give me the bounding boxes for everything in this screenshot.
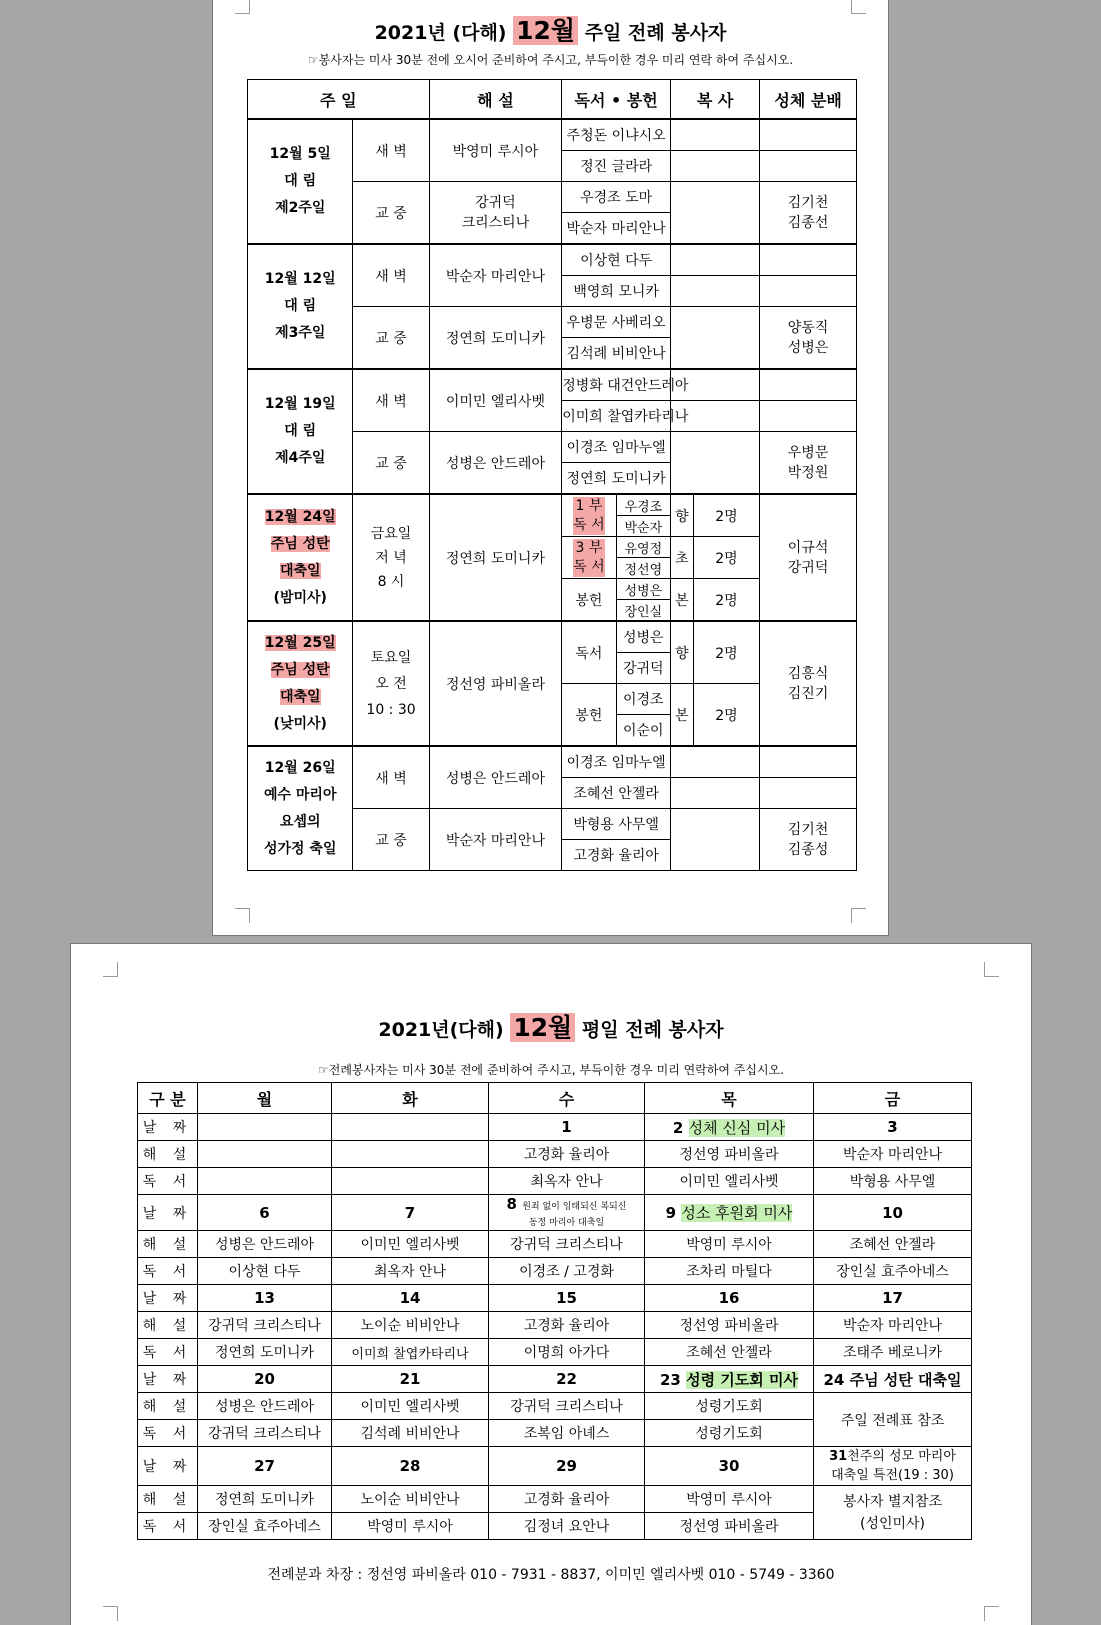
reading-label-cell: 3 부 독 서 — [562, 537, 616, 579]
reading-cell: 강귀덕 크리스티나 — [198, 1420, 332, 1447]
reading-cell: 조차리 마틸다 — [645, 1258, 814, 1285]
reader-cell: 정병화 대건안드레아 — [562, 369, 671, 401]
weekday-title — [71, 1008, 1031, 1044]
title-prefix: 2021년 (다해) — [374, 22, 507, 44]
reader-cell: 박순자 — [616, 516, 670, 537]
crop-mark — [103, 962, 118, 977]
sunday-cell: 12월 26일 예수 마리아 요셉의 성가정 축일 — [248, 746, 353, 871]
title-suffix: 주일 전례 봉사자 — [584, 22, 727, 44]
reading-cell: 이명희 아가다 — [489, 1339, 645, 1366]
header-fri: 금 — [814, 1083, 972, 1114]
commentary-cell: 성병은 안드레아 — [429, 432, 562, 495]
table-row — [248, 369, 857, 401]
mass-cell: 교 중 — [353, 182, 429, 245]
mass-cell: 새 벽 — [353, 244, 429, 307]
commentary-row — [138, 1312, 972, 1339]
table-row — [248, 494, 857, 516]
commentary-cell — [198, 1141, 332, 1168]
row-label: 해 설 — [138, 1312, 198, 1339]
reading-cell: 이미희 찰엽카타리나 — [332, 1339, 489, 1366]
row-label: 날 짜 — [138, 1366, 198, 1393]
date-cell: 21 — [332, 1366, 489, 1393]
weekday-note: ☞전례봉사자는 미사 30분 전에 준비하여 주시고, 부득이한 경우 미리 연락하여 주십시오. — [318, 1063, 784, 1077]
server-role-cell: 초 — [670, 537, 693, 579]
event-label: 주님 성탄 대축일 — [849, 1370, 962, 1389]
reading-cell: 최옥자 안나 — [489, 1168, 645, 1195]
row-label: 독 서 — [138, 1168, 198, 1195]
row-label: 날 짜 — [138, 1447, 198, 1486]
offering-cell: 장인실 — [616, 600, 670, 622]
sunday-cell: 12월 5일 대 림 제2주일 — [248, 119, 353, 244]
server-cell — [670, 151, 759, 182]
event-label: 성령 기도회 미사 — [686, 1370, 798, 1389]
date-cell: 30 — [645, 1447, 814, 1486]
date-cell: 10 — [814, 1195, 972, 1231]
header-row — [138, 1083, 972, 1114]
header-server: 복 사 — [670, 80, 759, 120]
reader-cell: 백영희 모니카 — [562, 276, 671, 307]
server-count-cell: 2명 — [693, 579, 759, 622]
sunday-cell: 12월 25일 주님 성탄 대축일 (낮미사) — [248, 621, 353, 746]
communion-cell: 김기천 김종선 — [760, 182, 857, 245]
mass-cell: 교 중 — [353, 432, 429, 495]
communion-cell — [760, 276, 857, 307]
commentary-row — [138, 1486, 972, 1513]
offering-cell: 이순이 — [616, 715, 670, 747]
title-month: 12월 — [510, 1013, 575, 1042]
reading-cell: 김정녀 요안나 — [489, 1513, 645, 1540]
header-wed: 수 — [489, 1083, 645, 1114]
server-role-cell: 향 — [670, 621, 693, 684]
reader-cell: 유영정 — [616, 537, 670, 558]
commentary-cell: 고경화 율리아 — [489, 1312, 645, 1339]
date-cell: 27 — [198, 1447, 332, 1486]
reading-cell: 조태주 베로니카 — [814, 1339, 972, 1366]
header-thu: 목 — [645, 1083, 814, 1114]
reader-cell: 고경화 율리아 — [562, 840, 671, 871]
row-label: 날 짜 — [138, 1285, 198, 1312]
commentary-cell: 노이순 비비안나 — [332, 1486, 489, 1513]
reading-row — [138, 1168, 972, 1195]
reading-cell: 이경조 / 고경화 — [489, 1258, 645, 1285]
offering-cell: 이경조 — [616, 684, 670, 715]
reader-cell: 박형용 사무엘 — [562, 809, 671, 840]
date-row — [138, 1366, 972, 1393]
date-cell: 3 — [814, 1114, 972, 1141]
date-cell: 28 — [332, 1447, 489, 1486]
server-role-cell: 본 — [670, 579, 693, 622]
table-row — [248, 746, 857, 778]
title-suffix: 평일 전례 봉사자 — [581, 1019, 724, 1041]
commentary-row — [138, 1231, 972, 1258]
date-cell: 1 — [489, 1114, 645, 1141]
commentary-cell: 박순자 마리안나 — [429, 244, 562, 307]
event-label: 성소 후원회 미사 — [681, 1204, 793, 1222]
sunday-title — [213, 11, 888, 47]
server-count-cell: 2명 — [693, 621, 759, 684]
row-label: 독 서 — [138, 1513, 198, 1540]
reading-cell: 김석례 비비안나 — [332, 1420, 489, 1447]
commentary-cell: 성병은 안드레아 — [429, 746, 562, 809]
event-label: 성체 신심 미사 — [688, 1118, 786, 1137]
date-cell — [198, 1114, 332, 1141]
server-cell — [670, 182, 759, 245]
commentary-cell: 고경화 율리아 — [489, 1486, 645, 1513]
header-tue: 화 — [332, 1083, 489, 1114]
communion-cell — [760, 778, 857, 809]
date-cell: 22 — [489, 1366, 645, 1393]
commentary-cell: 강귀덕 크리스티나 — [489, 1393, 645, 1420]
commentary-cell: 조혜선 안젤라 — [814, 1231, 972, 1258]
reader-cell: 박순자 마리안나 — [562, 213, 671, 245]
row-label: 해 설 — [138, 1486, 198, 1513]
communion-cell — [760, 151, 857, 182]
reading-cell: 박영미 루시아 — [332, 1513, 489, 1540]
reading-cell — [332, 1168, 489, 1195]
server-cell — [670, 307, 759, 370]
communion-cell: 우병문 박정원 — [760, 432, 857, 495]
date-cell: 15 — [489, 1285, 645, 1312]
date-row — [138, 1285, 972, 1312]
communion-cell: 이규석 강귀덕 — [760, 494, 857, 621]
title-prefix: 2021년(다해) — [378, 1019, 504, 1041]
communion-cell — [760, 369, 857, 401]
row-label: 독 서 — [138, 1258, 198, 1285]
commentary-cell: 이미민 엘리사벳 — [332, 1231, 489, 1258]
row-label: 날 짜 — [138, 1114, 198, 1141]
commentary-cell: 박영미 루시아 — [429, 119, 562, 182]
reader-cell: 정연희 도미니카 — [562, 463, 671, 495]
date-cell: 7 — [332, 1195, 489, 1231]
commentary-cell: 고경화 율리아 — [489, 1141, 645, 1168]
header-mon: 월 — [198, 1083, 332, 1114]
date-cell: 8 원죄 없이 잉태되신 복되신 동정 마리아 대축일 — [489, 1195, 645, 1231]
date-cell: 31천주의 성모 마리아 대축일 특전(19 : 30) — [814, 1447, 972, 1486]
server-cell — [670, 276, 759, 307]
crop-mark — [851, 908, 866, 923]
reader-cell: 우경조 — [616, 494, 670, 516]
reader-cell: 조혜선 안젤라 — [562, 778, 671, 809]
reading-label-cell: 독서 — [562, 621, 616, 684]
reader-cell: 우경조 도마 — [562, 182, 671, 213]
server-count-cell: 2명 — [693, 684, 759, 747]
commentary-row — [138, 1393, 972, 1420]
date-cell: 9 성소 후원회 미사 — [645, 1195, 814, 1231]
sunday-table — [247, 79, 857, 871]
commentary-cell: 성병은 안드레아 — [198, 1393, 332, 1420]
header-commentary: 해 설 — [429, 80, 562, 120]
reader-cell: 김석례 비비안나 — [562, 338, 671, 370]
reader-cell: 강귀덕 — [616, 653, 670, 684]
date-row — [138, 1114, 972, 1141]
commentary-cell: 박영미 루시아 — [645, 1486, 814, 1513]
server-cell — [670, 778, 759, 809]
date-cell: 13 — [198, 1285, 332, 1312]
header-category: 구 분 — [138, 1083, 198, 1114]
reader-cell: 이경조 임마누엘 — [562, 432, 671, 463]
date-cell — [332, 1114, 489, 1141]
commentary-cell — [332, 1141, 489, 1168]
commentary-cell: 강귀덕 크리스티나 — [429, 182, 562, 245]
commentary-cell: 노이순 비비안나 — [332, 1312, 489, 1339]
reading-cell: 정연희 도미니카 — [198, 1339, 332, 1366]
communion-cell: 양동직 성병은 — [760, 307, 857, 370]
reading-cell: 최옥자 안나 — [332, 1258, 489, 1285]
commentary-cell: 정선영 파비올라 — [645, 1312, 814, 1339]
server-cell — [670, 244, 759, 276]
crop-mark — [984, 1606, 999, 1621]
row-label: 독 서 — [138, 1339, 198, 1366]
server-cell — [670, 432, 759, 495]
reading-cell: 조복임 아녜스 — [489, 1420, 645, 1447]
crop-mark — [235, 908, 250, 923]
communion-cell — [760, 746, 857, 778]
commentary-cell: 정연희 도미니카 — [198, 1486, 332, 1513]
offering-label-cell: 봉헌 — [562, 684, 616, 747]
mass-cell: 새 벽 — [353, 369, 429, 432]
reading-cell: 장인실 효주아네스 — [814, 1258, 972, 1285]
reader-cell: 정진 글라라 — [562, 151, 671, 182]
commentary-cell: 정선영 파비올라 — [645, 1141, 814, 1168]
row-label: 독 서 — [138, 1420, 198, 1447]
reading-cell: 이상현 다두 — [198, 1258, 332, 1285]
commentary-cell: 강귀덕 크리스티나 — [198, 1312, 332, 1339]
mass-cell: 교 중 — [353, 809, 429, 871]
date-cell: 14 — [332, 1285, 489, 1312]
communion-cell — [760, 119, 857, 151]
server-cell — [670, 809, 759, 871]
reader-cell: 이상현 다두 — [562, 244, 671, 276]
server-cell — [670, 119, 759, 151]
reading-cell: 조혜선 안젤라 — [645, 1339, 814, 1366]
date-cell: 29 — [489, 1447, 645, 1486]
reading-cell: 장인실 효주아네스 — [198, 1513, 332, 1540]
commentary-cell: 정선영 파비올라 — [429, 621, 562, 746]
sunday-cell: 12월 19일 대 림 제4주일 — [248, 369, 353, 494]
header-row — [248, 80, 857, 120]
reader-cell: 이미희 찰엽카타리나 — [562, 401, 671, 432]
offering-label-cell: 봉헌 — [562, 579, 616, 622]
offering-cell: 성병은 — [616, 579, 670, 600]
reading-row — [138, 1258, 972, 1285]
note-cell: 주일 전례표 참조 — [814, 1393, 972, 1447]
commentary-cell: 박순자 마리안나 — [814, 1141, 972, 1168]
commentary-cell: 정연희 도미니카 — [429, 307, 562, 370]
commentary-cell: 이미민 엘리사벳 — [332, 1393, 489, 1420]
contact-footer: 전례분과 차장 : 정선영 파비올라 010 - 7931 - 8837, 이미민 엘리사벳 010 - 5749 - 3360 — [267, 1567, 835, 1583]
reading-cell: 이미민 엘리사벳 — [645, 1168, 814, 1195]
header-sunday: 주 일 — [248, 80, 430, 120]
reader-cell: 이경조 임마누엘 — [562, 746, 671, 778]
communion-cell — [760, 244, 857, 276]
reader-cell: 정선영 — [616, 558, 670, 579]
title-month: 12월 — [513, 16, 578, 45]
weekday-schedule-page — [70, 943, 1032, 1625]
server-role-cell: 본 — [670, 684, 693, 747]
reading-cell: 성령기도회 — [645, 1420, 814, 1447]
commentary-cell: 박순자 마리안나 — [429, 809, 562, 871]
commentary-cell: 성병은 안드레아 — [198, 1231, 332, 1258]
table-row — [248, 119, 857, 151]
server-count-cell: 2명 — [693, 494, 759, 537]
communion-cell — [760, 401, 857, 432]
weekday-table — [137, 1082, 972, 1540]
communion-cell: 김기천 김종성 — [760, 809, 857, 871]
commentary-cell: 이미민 엘리사벳 — [429, 369, 562, 432]
server-count-cell: 2명 — [693, 537, 759, 579]
commentary-cell: 박영미 루시아 — [645, 1231, 814, 1258]
commentary-cell: 강귀덕 크리스티나 — [489, 1231, 645, 1258]
reading-cell: 박형용 사무엘 — [814, 1168, 972, 1195]
mass-time-cell: 토요일 오 전 10 : 30 — [353, 621, 429, 746]
server-role-cell: 향 — [670, 494, 693, 537]
reading-cell — [198, 1168, 332, 1195]
sunday-note: ☞봉사자는 미사 30분 전에 오시어 준비하여 주시고, 부득이한 경우 미리 연락 하여 주십시오. — [307, 53, 794, 67]
sunday-cell: 12월 24일 주님 성탄 대축일 (밤미사) — [248, 494, 353, 621]
mass-cell: 새 벽 — [353, 746, 429, 809]
reader-cell: 성병은 — [616, 621, 670, 653]
sunday-cell: 12월 12일 대 림 제3주일 — [248, 244, 353, 369]
reader-cell: 주청돈 이냐시오 — [562, 119, 671, 151]
date-cell: 17 — [814, 1285, 972, 1312]
date-cell: 24 주님 성탄 대축일 — [814, 1366, 972, 1393]
row-label: 해 설 — [138, 1393, 198, 1420]
mass-cell: 교 중 — [353, 307, 429, 370]
date-row — [138, 1447, 972, 1486]
table-row — [248, 621, 857, 653]
commentary-cell: 정연희 도미니카 — [429, 494, 562, 621]
date-cell: 23 성령 기도회 미사 — [645, 1366, 814, 1393]
commentary-cell: 박순자 마리안나 — [814, 1312, 972, 1339]
table-row — [248, 244, 857, 276]
row-label: 해 설 — [138, 1141, 198, 1168]
reading-row — [138, 1339, 972, 1366]
row-label: 해 설 — [138, 1231, 198, 1258]
header-communion: 성체 분배 — [760, 80, 857, 120]
date-cell: 16 — [645, 1285, 814, 1312]
note-cell: 봉사자 별지참조 (성인미사) — [814, 1486, 972, 1540]
crop-mark — [103, 1606, 118, 1621]
date-cell: 20 — [198, 1366, 332, 1393]
communion-cell: 김흥식 김진기 — [760, 621, 857, 746]
date-cell: 2 성체 신심 미사 — [645, 1114, 814, 1141]
reading-cell: 정선영 파비올라 — [645, 1513, 814, 1540]
mass-cell: 새 벽 — [353, 119, 429, 182]
mass-time-cell: 금요일 저 녁 8 시 — [353, 494, 429, 621]
header-reading: 독서 • 봉헌 — [562, 80, 671, 120]
crop-mark — [984, 962, 999, 977]
row-label: 날 짜 — [138, 1195, 198, 1231]
reader-cell: 우병문 사베리오 — [562, 307, 671, 338]
date-cell: 6 — [198, 1195, 332, 1231]
commentary-cell: 성령기도회 — [645, 1393, 814, 1420]
sunday-schedule-page — [212, 0, 889, 936]
server-cell — [670, 746, 759, 778]
reading-label-cell: 1 부 독 서 — [562, 494, 616, 537]
date-row — [138, 1195, 972, 1231]
commentary-row — [138, 1141, 972, 1168]
